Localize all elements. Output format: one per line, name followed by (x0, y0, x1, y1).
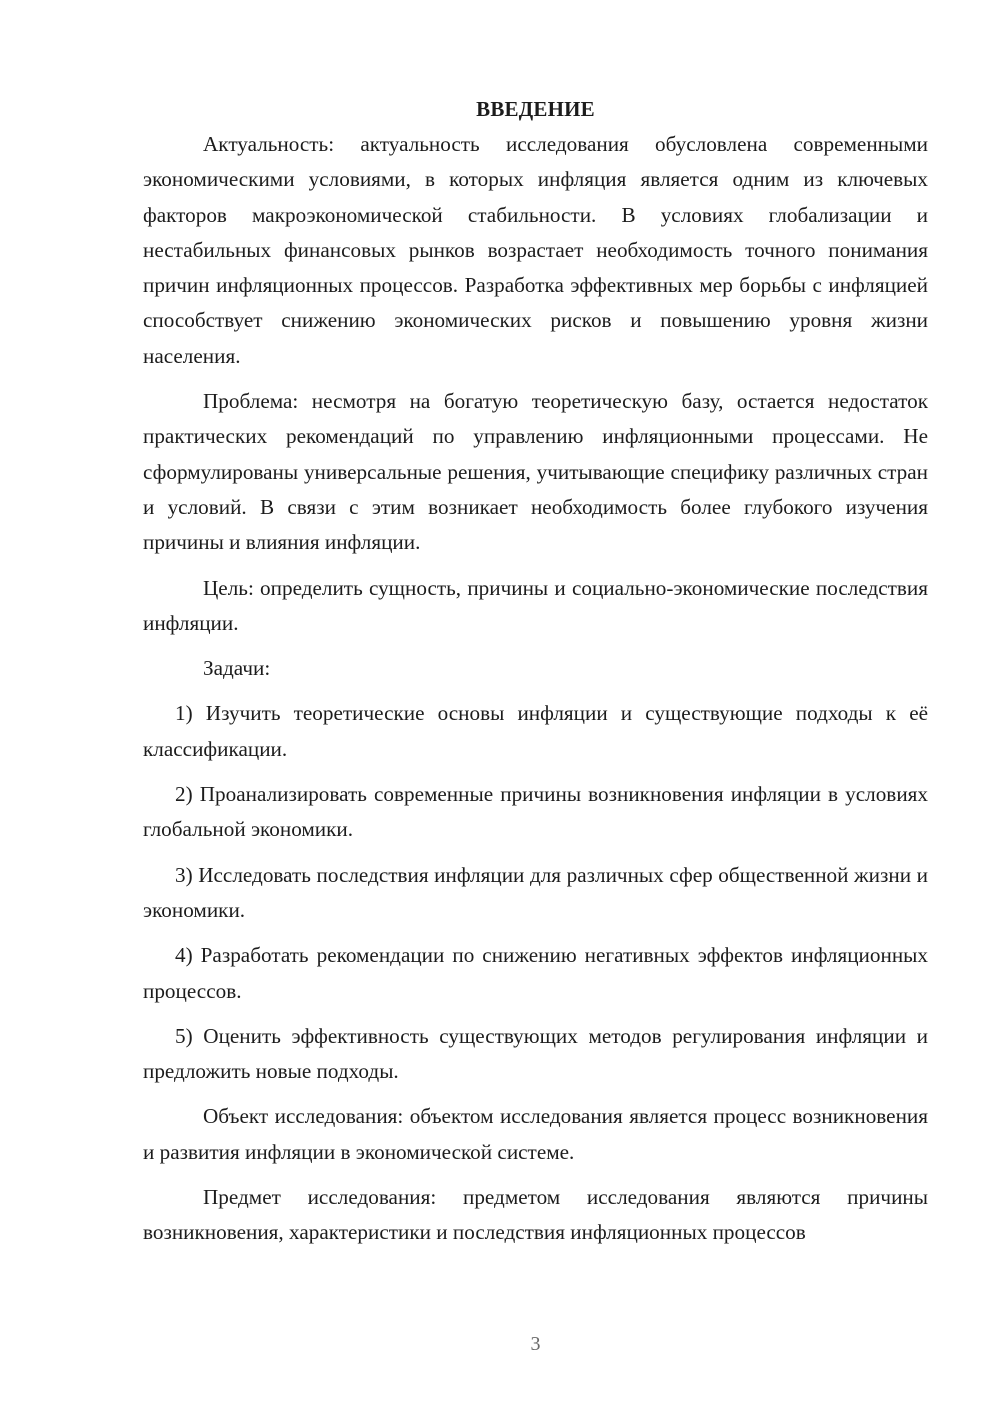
paragraph-goal: Цель: определить сущность, причины и социально-экономические последствия инфляции. (143, 575, 928, 635)
paragraph-subject: Предмет исследования: предметом исследования являются причины возникновения, характеристики и последствия инфляционных процессов (143, 1185, 928, 1245)
task-item-3: 3) Исследовать последствия инфляции для различных сфер общественной жизни и экономики. (143, 862, 928, 922)
document-page (143, 92, 928, 1261)
paragraph-relevance: Актуальность: актуальность исследования обусловлена современными экономическими условиями, в которых инфляция является одним из ключевых факторов макроэкономической стабильности. В условиях глобализации и нестабильных финансовых рынков возрастает необходимость точного понимания причин инфляционных процессов. Разработка эффективных мер борьбы с инфляцией способствует снижению экономических рисков и повышению уровня жизни населения. (143, 132, 928, 368)
page-number: 3 (530, 1333, 541, 1355)
paragraph-problem: Проблема: несмотря на богатую теоретическую базу, остается недостаток практических рекомендаций по управлению инфляционными процессами. Не сформулированы универсальные решения, учитывающие специфику различных стран и условий. В связи с этим возникает необходимость более глубокого изучения причины и влияния инфляции. (143, 389, 928, 555)
task-item-4: 4) Разработать рекомендации по снижению негативных эффектов инфляционных процессов. (143, 943, 928, 1003)
task-item-5: 5) Оценить эффективность существующих методов регулирования инфляции и предложить новые подходы. (143, 1023, 928, 1084)
paragraph-tasks-heading: Задачи: (203, 656, 271, 681)
task-item-1: 1) Изучить теоретические основы инфляции и существующие подходы к её классификации. (143, 701, 928, 761)
task-item-2: 2) Проанализировать современные причины возникновения инфляции в условиях глобальной экономики. (143, 782, 928, 842)
section-title: ВВЕДЕНИЕ (476, 97, 595, 121)
paragraph-object: Объект исследования: объектом исследования является процесс возникновения и развития инфляции в экономической системе. (143, 1104, 928, 1164)
